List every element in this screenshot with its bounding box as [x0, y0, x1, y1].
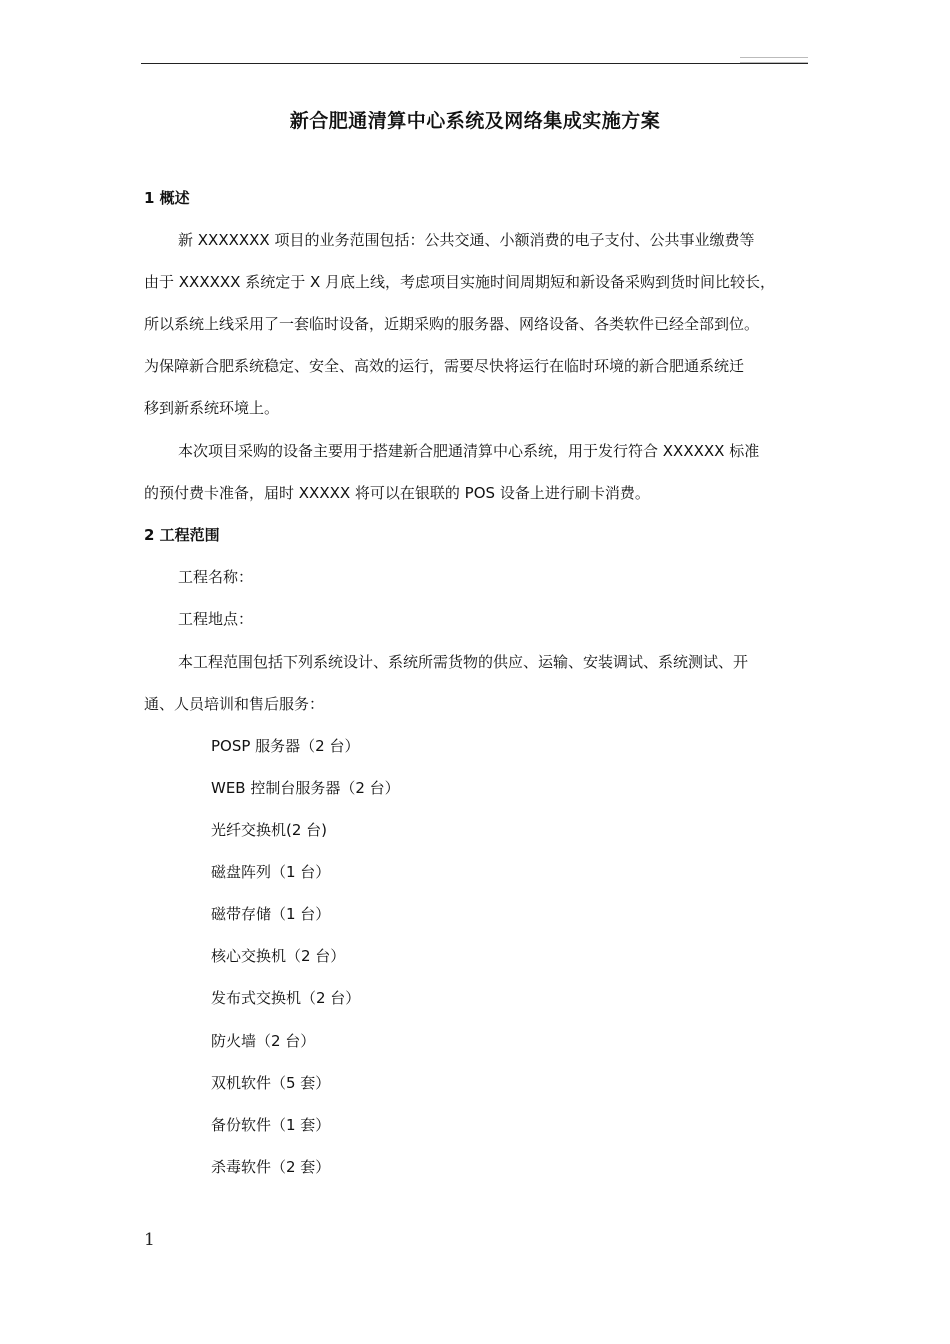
list-item: 双机软件（5 套）: [211, 1074, 331, 1092]
para2-line-2: 的预付费卡准备，届时 XXXXX 将可以在银联的 POS 设备上进行刷卡消费。: [144, 484, 650, 502]
para1-line-1: 新 XXXXXXX 项目的业务范围包括：公共交通、小额消费的电子支付、公共事业缴费等: [178, 231, 755, 249]
para1-line-4: 为保障新合肥系统稳定、安全、高效的运行，需要尽快将运行在临时环境的新合肥通系统迁: [144, 357, 745, 375]
para2-line-1: 本次项目采购的设备主要用于搭建新合肥通清算中心系统，用于发行符合 XXXXXX 标准: [178, 442, 760, 460]
list-item: 磁带存储（1 台）: [211, 905, 331, 923]
list-item: POSP 服务器（2 台）: [211, 737, 360, 755]
header-mark: [740, 57, 808, 63]
project-name-label: 工程名称：: [178, 568, 254, 586]
header-rule: [141, 63, 808, 64]
scope-line-1: 本工程范围包括下列系统设计、系统所需货物的供应、运输、安装调试、系统测试、开: [178, 653, 749, 671]
para1-line-2: 由于 XXXXXX 系统定于 X 月底上线，考虑项目实施时间周期短和新设备采购到货时间比较长，: [144, 273, 776, 291]
para1-line-5: 移到新系统环境上。: [144, 399, 280, 417]
list-item: 备份软件（1 套）: [211, 1116, 331, 1134]
list-item: 光纤交换机(2 台): [211, 821, 328, 839]
page-number: 1: [144, 1230, 155, 1250]
list-item: 防火墙（2 台）: [211, 1032, 316, 1050]
document-title: 新合肥通清算中心系统及网络集成实施方案: [289, 110, 661, 132]
scope-line-2: 通、人员培训和售后服务：: [144, 695, 325, 713]
list-item: WEB 控制台服务器（2 台）: [211, 779, 400, 797]
project-location-label: 工程地点：: [178, 610, 254, 628]
list-item: 磁盘阵列（1 台）: [211, 863, 331, 881]
para1-line-3: 所以系统上线采用了一套临时设备，近期采购的服务器、网络设备、各类软件已经全部到位。: [144, 315, 760, 333]
section-2-heading: 2 工程范围: [144, 526, 220, 544]
list-item: 杀毒软件（2 套）: [211, 1158, 331, 1176]
section-1-heading: 1 概述: [144, 189, 190, 207]
list-item: 发布式交换机（2 台）: [211, 989, 361, 1007]
list-item: 核心交换机（2 台）: [211, 947, 346, 965]
